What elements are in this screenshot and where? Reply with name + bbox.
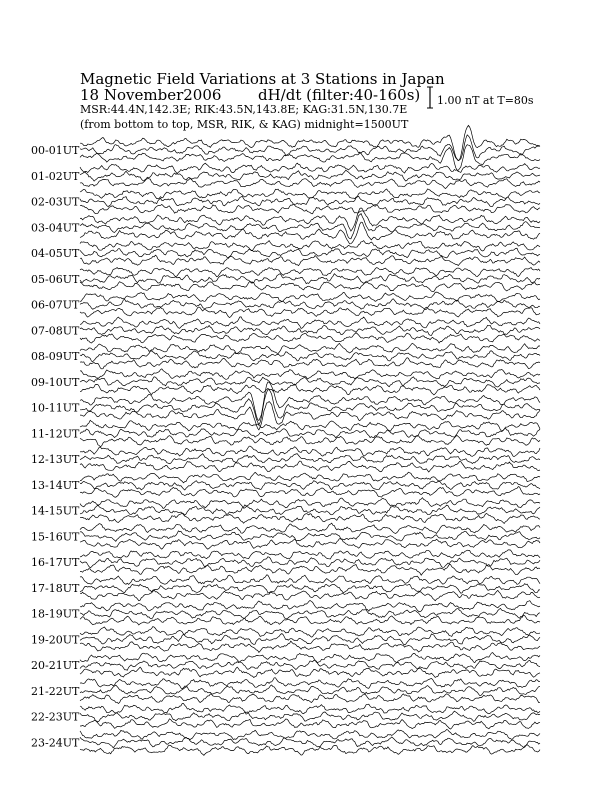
trace-kag xyxy=(80,420,540,431)
trace-rik xyxy=(80,481,540,490)
trace-msr xyxy=(80,358,540,369)
trace-kag xyxy=(80,369,540,380)
scale-label: 1.00 nT at T=80s xyxy=(437,94,534,107)
trace-rik xyxy=(80,557,540,568)
hour-label: 19-20UT xyxy=(31,633,80,647)
trace-kag xyxy=(80,472,540,483)
trace-msr xyxy=(80,307,540,318)
hour-label: 05-06UT xyxy=(31,272,80,286)
trace-kag xyxy=(80,343,540,353)
hour-label: 23-24UT xyxy=(31,736,80,750)
trace-msr xyxy=(80,281,540,291)
trace-kag xyxy=(80,317,540,329)
hour-label: 00-01UT xyxy=(31,144,80,157)
hour-label: 21-22UT xyxy=(31,684,80,698)
trace-rik xyxy=(80,531,540,541)
trace-msr xyxy=(80,204,540,214)
hour-label: 07-08UT xyxy=(31,324,80,338)
trace-kag xyxy=(80,627,540,638)
trace-msr xyxy=(80,539,540,550)
trace-order-note: (from bottom to top, MSR, RIK, & KAG) midnight=1500UT xyxy=(80,118,409,131)
hour-label: 22-23UT xyxy=(31,710,80,724)
hour-label: 18-19UT xyxy=(31,607,80,621)
trace-kag xyxy=(80,163,540,174)
chart-title: Magnetic Field Variations at 3 Stations in Japan xyxy=(80,70,445,88)
trace-msr xyxy=(80,745,540,756)
trace-rik xyxy=(80,274,540,284)
trace-kag xyxy=(80,268,540,277)
trace-kag xyxy=(80,208,540,231)
trace-rik xyxy=(80,711,540,722)
hour-label: 16-17UT xyxy=(31,556,80,569)
trace-rik xyxy=(80,608,540,619)
trace-rik xyxy=(80,454,540,464)
chart-date: 18 November2006 xyxy=(80,86,222,104)
hour-label: 15-16UT xyxy=(31,530,80,544)
trace-msr xyxy=(80,513,540,523)
trace-kag xyxy=(80,446,540,456)
trace-msr xyxy=(80,177,540,188)
trace-msr xyxy=(80,487,540,498)
station-coordinates: MSR:44.4N,142.3E; RIK:43.5N,143.8E; KAG:31.5N,130.7E xyxy=(80,103,408,116)
trace-group xyxy=(80,125,540,755)
hour-label: 04-05UT xyxy=(31,247,80,260)
trace-kag xyxy=(80,704,540,715)
trace-rik xyxy=(80,196,540,206)
trace-msr xyxy=(80,641,540,652)
trace-msr xyxy=(80,384,540,395)
trace-kag xyxy=(80,292,540,302)
trace-msr xyxy=(80,565,540,576)
trace-kag xyxy=(80,600,540,611)
hour-label: 10-11UT xyxy=(31,401,80,415)
hour-label-group xyxy=(31,144,80,749)
trace-msr xyxy=(80,667,540,677)
trace-rik xyxy=(80,660,540,670)
trace-kag xyxy=(80,523,540,533)
trace-kag xyxy=(80,550,540,559)
chart-quantity: dH/dt (filter:40-160s) xyxy=(258,86,421,104)
trace-rik xyxy=(80,685,540,696)
hour-label: 01-02UT xyxy=(31,169,80,183)
trace-rik xyxy=(80,737,540,748)
hour-label: 09-10UT xyxy=(31,375,80,389)
trace-kag xyxy=(80,575,540,585)
hour-label: 11-12UT xyxy=(31,427,80,441)
hour-label: 13-14UT xyxy=(31,478,80,492)
trace-rik xyxy=(80,325,540,335)
trace-msr xyxy=(80,590,540,601)
trace-rik xyxy=(80,351,540,362)
hour-label: 14-15UT xyxy=(31,504,80,518)
trace-msr xyxy=(80,333,540,343)
hour-label: 20-21UT xyxy=(31,659,80,672)
trace-kag xyxy=(80,729,540,739)
trace-msr xyxy=(80,435,540,446)
trace-kag xyxy=(80,189,540,199)
hour-label: 17-18UT xyxy=(31,581,80,595)
trace-rik xyxy=(80,299,540,310)
hour-label: 02-03UT xyxy=(31,195,80,209)
hour-label: 12-13UT xyxy=(31,453,80,466)
hour-label: 08-09UT xyxy=(31,350,80,363)
trace-rik xyxy=(80,390,540,425)
hour-label: 03-04UT xyxy=(31,221,80,235)
trace-kag xyxy=(80,241,540,251)
trace-msr xyxy=(80,255,540,266)
hour-label: 06-07UT xyxy=(31,298,80,312)
trace-rik xyxy=(80,584,540,594)
trace-rik xyxy=(80,214,540,239)
trace-rik xyxy=(80,377,540,387)
trace-rik xyxy=(80,634,540,645)
trace-rik xyxy=(80,428,540,437)
trace-rik xyxy=(80,170,540,181)
trace-kag xyxy=(80,125,540,160)
trace-msr xyxy=(80,694,540,704)
